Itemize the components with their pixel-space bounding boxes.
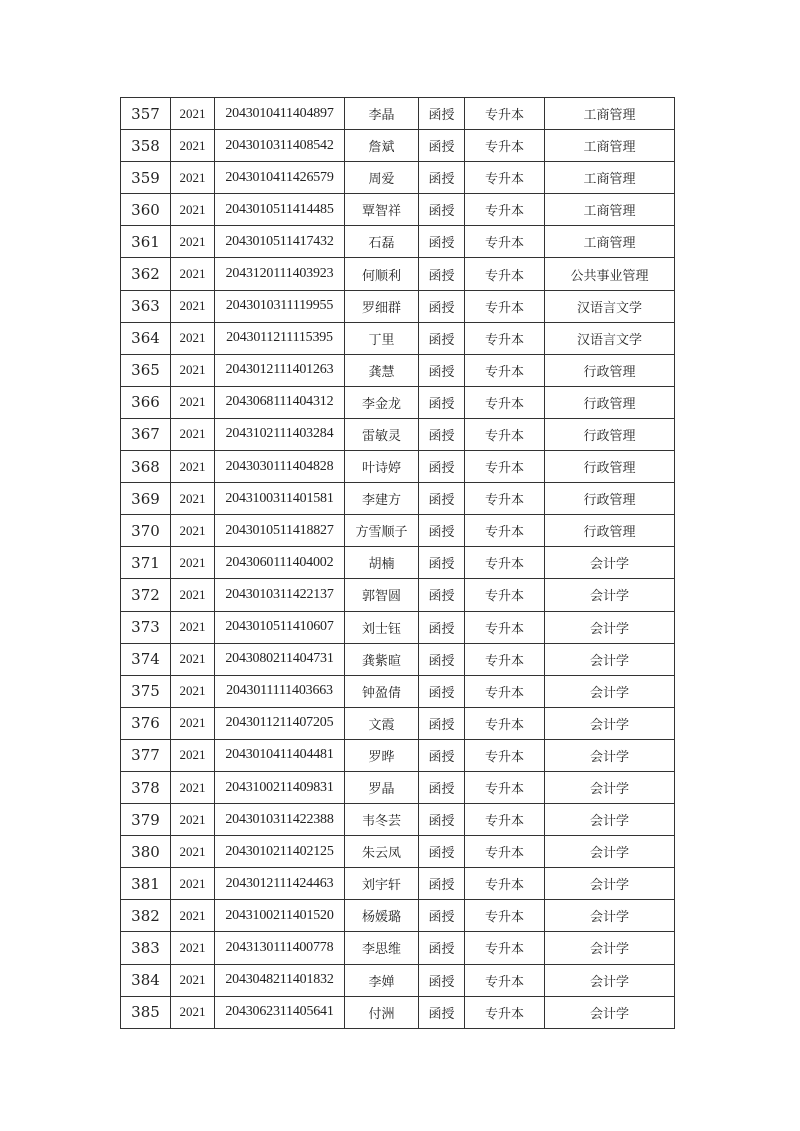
education-level-cell: 专升本 <box>465 290 545 322</box>
major-cell: 行政管理 <box>545 386 675 418</box>
student-id-cell: 2043010411404897 <box>215 98 345 130</box>
education-level-cell: 专升本 <box>465 675 545 707</box>
enroll-year-cell: 2021 <box>171 611 215 643</box>
major-cell: 工商管理 <box>545 226 675 258</box>
study-mode-cell: 函授 <box>419 483 465 515</box>
row-number-cell: 377 <box>121 739 171 771</box>
table-row <box>121 964 675 996</box>
row-number-cell: 381 <box>121 868 171 900</box>
table-row <box>121 98 675 130</box>
table-row <box>121 900 675 932</box>
student-id-cell: 2043068111404312 <box>215 386 345 418</box>
table-row <box>121 996 675 1028</box>
study-mode-cell: 函授 <box>419 386 465 418</box>
study-mode-cell: 函授 <box>419 547 465 579</box>
table-row <box>121 290 675 322</box>
enroll-year-cell: 2021 <box>171 707 215 739</box>
education-level-cell: 专升本 <box>465 130 545 162</box>
table-row <box>121 932 675 964</box>
row-number-cell: 375 <box>121 675 171 707</box>
student-id-cell: 2043010511417432 <box>215 226 345 258</box>
major-cell: 行政管理 <box>545 515 675 547</box>
student-name-cell: 刘宇轩 <box>345 868 419 900</box>
table-row <box>121 162 675 194</box>
education-level-cell: 专升本 <box>465 515 545 547</box>
student-id-cell: 2043010511418827 <box>215 515 345 547</box>
study-mode-cell: 函授 <box>419 739 465 771</box>
education-level-cell: 专升本 <box>465 964 545 996</box>
major-cell: 汉语言文学 <box>545 290 675 322</box>
student-id-cell: 2043010511410607 <box>215 611 345 643</box>
table-row <box>121 386 675 418</box>
study-mode-cell: 函授 <box>419 964 465 996</box>
table-row <box>121 515 675 547</box>
student-name-cell: 郭智圆 <box>345 579 419 611</box>
enroll-year-cell: 2021 <box>171 162 215 194</box>
study-mode-cell: 函授 <box>419 515 465 547</box>
student-name-cell: 李金龙 <box>345 386 419 418</box>
row-number-cell: 380 <box>121 836 171 868</box>
student-id-cell: 2043012111424463 <box>215 868 345 900</box>
student-name-cell: 叶诗婷 <box>345 451 419 483</box>
major-cell: 会计学 <box>545 675 675 707</box>
enroll-year-cell: 2021 <box>171 98 215 130</box>
study-mode-cell: 函授 <box>419 451 465 483</box>
education-level-cell: 专升本 <box>465 836 545 868</box>
row-number-cell: 365 <box>121 354 171 386</box>
student-id-cell: 2043100211401520 <box>215 900 345 932</box>
enroll-year-cell: 2021 <box>171 483 215 515</box>
table-row <box>121 739 675 771</box>
study-mode-cell: 函授 <box>419 707 465 739</box>
study-mode-cell: 函授 <box>419 579 465 611</box>
row-number-cell: 379 <box>121 804 171 836</box>
education-level-cell: 专升本 <box>465 258 545 290</box>
student-id-cell: 2043100311401581 <box>215 483 345 515</box>
student-id-cell: 2043120111403923 <box>215 258 345 290</box>
major-cell: 会计学 <box>545 900 675 932</box>
enroll-year-cell: 2021 <box>171 996 215 1028</box>
study-mode-cell: 函授 <box>419 162 465 194</box>
table-row <box>121 579 675 611</box>
enroll-year-cell: 2021 <box>171 579 215 611</box>
row-number-cell: 367 <box>121 418 171 450</box>
student-id-cell: 2043010211402125 <box>215 836 345 868</box>
table-row <box>121 836 675 868</box>
table-row <box>121 354 675 386</box>
education-level-cell: 专升本 <box>465 932 545 964</box>
enroll-year-cell: 2021 <box>171 418 215 450</box>
row-number-cell: 382 <box>121 900 171 932</box>
enroll-year-cell: 2021 <box>171 130 215 162</box>
education-level-cell: 专升本 <box>465 996 545 1028</box>
major-cell: 会计学 <box>545 707 675 739</box>
row-number-cell: 362 <box>121 258 171 290</box>
enroll-year-cell: 2021 <box>171 386 215 418</box>
student-id-cell: 2043011211115395 <box>215 322 345 354</box>
student-name-cell: 龚慧 <box>345 354 419 386</box>
education-level-cell: 专升本 <box>465 804 545 836</box>
student-name-cell: 付洲 <box>345 996 419 1028</box>
row-number-cell: 369 <box>121 483 171 515</box>
student-id-cell: 2043010311422388 <box>215 804 345 836</box>
education-level-cell: 专升本 <box>465 162 545 194</box>
student-id-cell: 2043010311119955 <box>215 290 345 322</box>
major-cell: 会计学 <box>545 643 675 675</box>
student-name-cell: 胡楠 <box>345 547 419 579</box>
table-row <box>121 194 675 226</box>
student-name-cell: 罗晔 <box>345 739 419 771</box>
student-name-cell: 覃智祥 <box>345 194 419 226</box>
student-name-cell: 朱云凤 <box>345 836 419 868</box>
student-id-cell: 2043010411426579 <box>215 162 345 194</box>
table-row <box>121 258 675 290</box>
education-level-cell: 专升本 <box>465 194 545 226</box>
table-row <box>121 868 675 900</box>
student-id-cell: 2043080211404731 <box>215 643 345 675</box>
student-name-cell: 丁里 <box>345 322 419 354</box>
row-number-cell: 383 <box>121 932 171 964</box>
major-cell: 会计学 <box>545 868 675 900</box>
study-mode-cell: 函授 <box>419 322 465 354</box>
major-cell: 会计学 <box>545 996 675 1028</box>
enroll-year-cell: 2021 <box>171 804 215 836</box>
study-mode-cell: 函授 <box>419 226 465 258</box>
student-name-cell: 詹斌 <box>345 130 419 162</box>
enroll-year-cell: 2021 <box>171 771 215 803</box>
student-name-cell: 李婵 <box>345 964 419 996</box>
study-mode-cell: 函授 <box>419 675 465 707</box>
student-id-cell: 2043012111401263 <box>215 354 345 386</box>
row-number-cell: 360 <box>121 194 171 226</box>
student-id-cell: 2043010511414485 <box>215 194 345 226</box>
education-level-cell: 专升本 <box>465 483 545 515</box>
table-body <box>121 98 675 1029</box>
enroll-year-cell: 2021 <box>171 226 215 258</box>
student-table <box>120 97 675 1029</box>
major-cell: 工商管理 <box>545 194 675 226</box>
table-row <box>121 771 675 803</box>
table-row <box>121 675 675 707</box>
major-cell: 会计学 <box>545 836 675 868</box>
major-cell: 汉语言文学 <box>545 322 675 354</box>
student-name-cell: 龚紫暄 <box>345 643 419 675</box>
student-id-cell: 2043011111403663 <box>215 675 345 707</box>
row-number-cell: 368 <box>121 451 171 483</box>
student-name-cell: 周爱 <box>345 162 419 194</box>
enroll-year-cell: 2021 <box>171 322 215 354</box>
education-level-cell: 专升本 <box>465 451 545 483</box>
student-name-cell: 石磊 <box>345 226 419 258</box>
row-number-cell: 358 <box>121 130 171 162</box>
student-name-cell: 钟盈倩 <box>345 675 419 707</box>
table-row <box>121 611 675 643</box>
enroll-year-cell: 2021 <box>171 868 215 900</box>
education-level-cell: 专升本 <box>465 418 545 450</box>
student-name-cell: 刘士钰 <box>345 611 419 643</box>
education-level-cell: 专升本 <box>465 868 545 900</box>
student-id-cell: 2043011211407205 <box>215 707 345 739</box>
major-cell: 行政管理 <box>545 483 675 515</box>
table-row <box>121 804 675 836</box>
row-number-cell: 364 <box>121 322 171 354</box>
study-mode-cell: 函授 <box>419 194 465 226</box>
major-cell: 会计学 <box>545 804 675 836</box>
education-level-cell: 专升本 <box>465 579 545 611</box>
enroll-year-cell: 2021 <box>171 836 215 868</box>
education-level-cell: 专升本 <box>465 354 545 386</box>
student-name-cell: 韦冬芸 <box>345 804 419 836</box>
student-name-cell: 李思维 <box>345 932 419 964</box>
study-mode-cell: 函授 <box>419 836 465 868</box>
student-name-cell: 罗晶 <box>345 771 419 803</box>
enroll-year-cell: 2021 <box>171 451 215 483</box>
major-cell: 会计学 <box>545 771 675 803</box>
major-cell: 工商管理 <box>545 130 675 162</box>
row-number-cell: 384 <box>121 964 171 996</box>
enroll-year-cell: 2021 <box>171 964 215 996</box>
major-cell: 行政管理 <box>545 354 675 386</box>
study-mode-cell: 函授 <box>419 290 465 322</box>
student-id-cell: 2043130111400778 <box>215 932 345 964</box>
student-id-cell: 2043010311422137 <box>215 579 345 611</box>
row-number-cell: 361 <box>121 226 171 258</box>
row-number-cell: 371 <box>121 547 171 579</box>
student-id-cell: 2043010411404481 <box>215 739 345 771</box>
student-name-cell: 雷敏灵 <box>345 418 419 450</box>
student-id-cell: 2043062311405641 <box>215 996 345 1028</box>
table-row <box>121 707 675 739</box>
table-row <box>121 451 675 483</box>
student-id-cell: 2043102111403284 <box>215 418 345 450</box>
student-name-cell: 文霞 <box>345 707 419 739</box>
study-mode-cell: 函授 <box>419 611 465 643</box>
major-cell: 会计学 <box>545 964 675 996</box>
education-level-cell: 专升本 <box>465 643 545 675</box>
education-level-cell: 专升本 <box>465 739 545 771</box>
row-number-cell: 370 <box>121 515 171 547</box>
study-mode-cell: 函授 <box>419 258 465 290</box>
major-cell: 工商管理 <box>545 98 675 130</box>
education-level-cell: 专升本 <box>465 611 545 643</box>
education-level-cell: 专升本 <box>465 98 545 130</box>
table-row <box>121 643 675 675</box>
student-name-cell: 李建方 <box>345 483 419 515</box>
major-cell: 行政管理 <box>545 451 675 483</box>
study-mode-cell: 函授 <box>419 130 465 162</box>
table-row <box>121 418 675 450</box>
row-number-cell: 372 <box>121 579 171 611</box>
enroll-year-cell: 2021 <box>171 258 215 290</box>
major-cell: 会计学 <box>545 611 675 643</box>
major-cell: 行政管理 <box>545 418 675 450</box>
row-number-cell: 363 <box>121 290 171 322</box>
row-number-cell: 357 <box>121 98 171 130</box>
table-row <box>121 483 675 515</box>
table-row <box>121 130 675 162</box>
study-mode-cell: 函授 <box>419 900 465 932</box>
education-level-cell: 专升本 <box>465 771 545 803</box>
major-cell: 会计学 <box>545 547 675 579</box>
student-name-cell: 方雪顺子 <box>345 515 419 547</box>
row-number-cell: 376 <box>121 707 171 739</box>
student-id-cell: 2043030111404828 <box>215 451 345 483</box>
study-mode-cell: 函授 <box>419 868 465 900</box>
study-mode-cell: 函授 <box>419 771 465 803</box>
row-number-cell: 373 <box>121 611 171 643</box>
row-number-cell: 378 <box>121 771 171 803</box>
study-mode-cell: 函授 <box>419 643 465 675</box>
enroll-year-cell: 2021 <box>171 354 215 386</box>
enroll-year-cell: 2021 <box>171 547 215 579</box>
enroll-year-cell: 2021 <box>171 932 215 964</box>
major-cell: 公共事业管理 <box>545 258 675 290</box>
student-id-cell: 2043060111404002 <box>215 547 345 579</box>
student-name-cell: 李晶 <box>345 98 419 130</box>
row-number-cell: 385 <box>121 996 171 1028</box>
enroll-year-cell: 2021 <box>171 900 215 932</box>
enroll-year-cell: 2021 <box>171 515 215 547</box>
major-cell: 会计学 <box>545 739 675 771</box>
enroll-year-cell: 2021 <box>171 643 215 675</box>
student-id-cell: 2043100211409831 <box>215 771 345 803</box>
major-cell: 会计学 <box>545 932 675 964</box>
study-mode-cell: 函授 <box>419 418 465 450</box>
study-mode-cell: 函授 <box>419 932 465 964</box>
study-mode-cell: 函授 <box>419 98 465 130</box>
table-row <box>121 322 675 354</box>
student-name-cell: 何顺利 <box>345 258 419 290</box>
major-cell: 会计学 <box>545 579 675 611</box>
student-name-cell: 罗细群 <box>345 290 419 322</box>
study-mode-cell: 函授 <box>419 354 465 386</box>
student-id-cell: 2043048211401832 <box>215 964 345 996</box>
education-level-cell: 专升本 <box>465 322 545 354</box>
study-mode-cell: 函授 <box>419 804 465 836</box>
enroll-year-cell: 2021 <box>171 675 215 707</box>
education-level-cell: 专升本 <box>465 547 545 579</box>
education-level-cell: 专升本 <box>465 386 545 418</box>
education-level-cell: 专升本 <box>465 226 545 258</box>
table-row <box>121 547 675 579</box>
major-cell: 工商管理 <box>545 162 675 194</box>
student-name-cell: 杨媛璐 <box>345 900 419 932</box>
enroll-year-cell: 2021 <box>171 194 215 226</box>
education-level-cell: 专升本 <box>465 900 545 932</box>
student-id-cell: 2043010311408542 <box>215 130 345 162</box>
table-row <box>121 226 675 258</box>
enroll-year-cell: 2021 <box>171 739 215 771</box>
study-mode-cell: 函授 <box>419 996 465 1028</box>
row-number-cell: 366 <box>121 386 171 418</box>
education-level-cell: 专升本 <box>465 707 545 739</box>
enroll-year-cell: 2021 <box>171 290 215 322</box>
row-number-cell: 359 <box>121 162 171 194</box>
row-number-cell: 374 <box>121 643 171 675</box>
